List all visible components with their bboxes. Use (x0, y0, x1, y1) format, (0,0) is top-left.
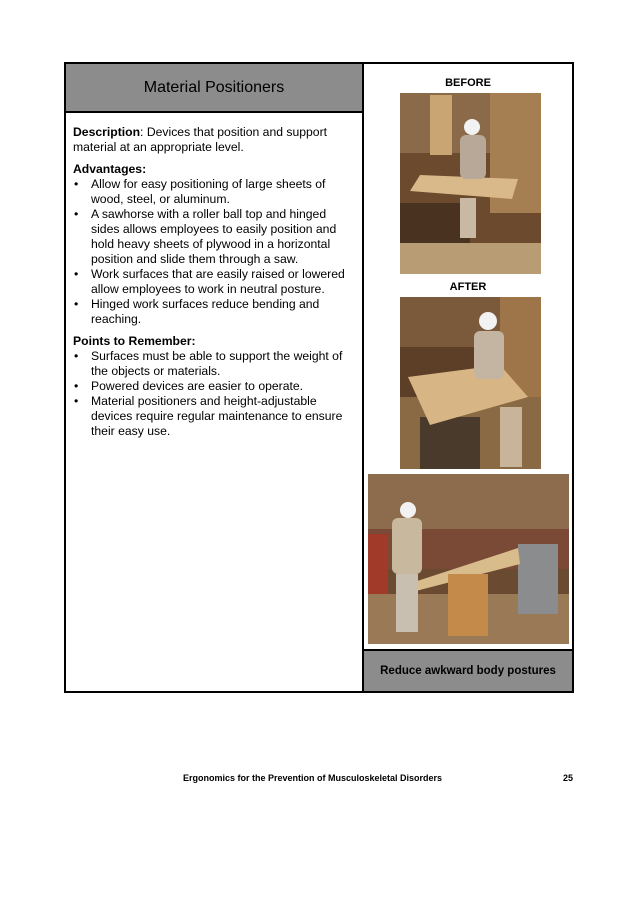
advantages-list (73, 177, 355, 327)
panel-title (66, 64, 362, 113)
footer-title: Ergonomics for the Prevention of Musculoskeletal Disorders (183, 773, 443, 783)
description (73, 125, 355, 155)
description-label: Description (73, 125, 141, 139)
list-item: • Hinged work surfaces reduce bending and reaching. (73, 297, 355, 327)
caption-bar (364, 649, 572, 691)
list-item: • Material positioners and height-adjustable devices require regular maintenance to ensure their easy use. (73, 394, 355, 439)
after-label: AFTER (449, 281, 487, 293)
caption-text: Reduce awkward body postures (380, 665, 556, 677)
after-photo (400, 297, 541, 469)
page-number: 25 (563, 773, 574, 783)
points-heading: Points to Remember: (73, 334, 196, 348)
list-item: • Surfaces must be able to support the weight of the objects or materials. (73, 349, 355, 379)
panel-title-text: Material Positioners (143, 78, 285, 96)
before-photo (400, 93, 541, 274)
image-column (364, 64, 572, 691)
description-text: : Devices that position and support material at an appropriate level. (73, 125, 328, 154)
list-item: • Allow for easy positioning of large sheets of wood, steel, or aluminum. (73, 177, 355, 207)
before-label: BEFORE (445, 77, 491, 89)
list-item: • Work surfaces that are easily raised or lowered allow employees to work in neutral posture. (73, 267, 355, 297)
points-list (73, 349, 355, 439)
content-frame (64, 62, 574, 693)
workshop-photo (368, 474, 569, 644)
panel-body (73, 125, 355, 446)
advantages-heading: Advantages: (73, 162, 147, 176)
text-column (66, 64, 364, 691)
list-item: • A sawhorse with a roller ball top and hinged sides allows employees to easily position and hold heavy sheets of plywood in a horizontal position and slide them through a saw. (73, 207, 355, 267)
list-item: • Powered devices are easier to operate. (73, 379, 355, 394)
